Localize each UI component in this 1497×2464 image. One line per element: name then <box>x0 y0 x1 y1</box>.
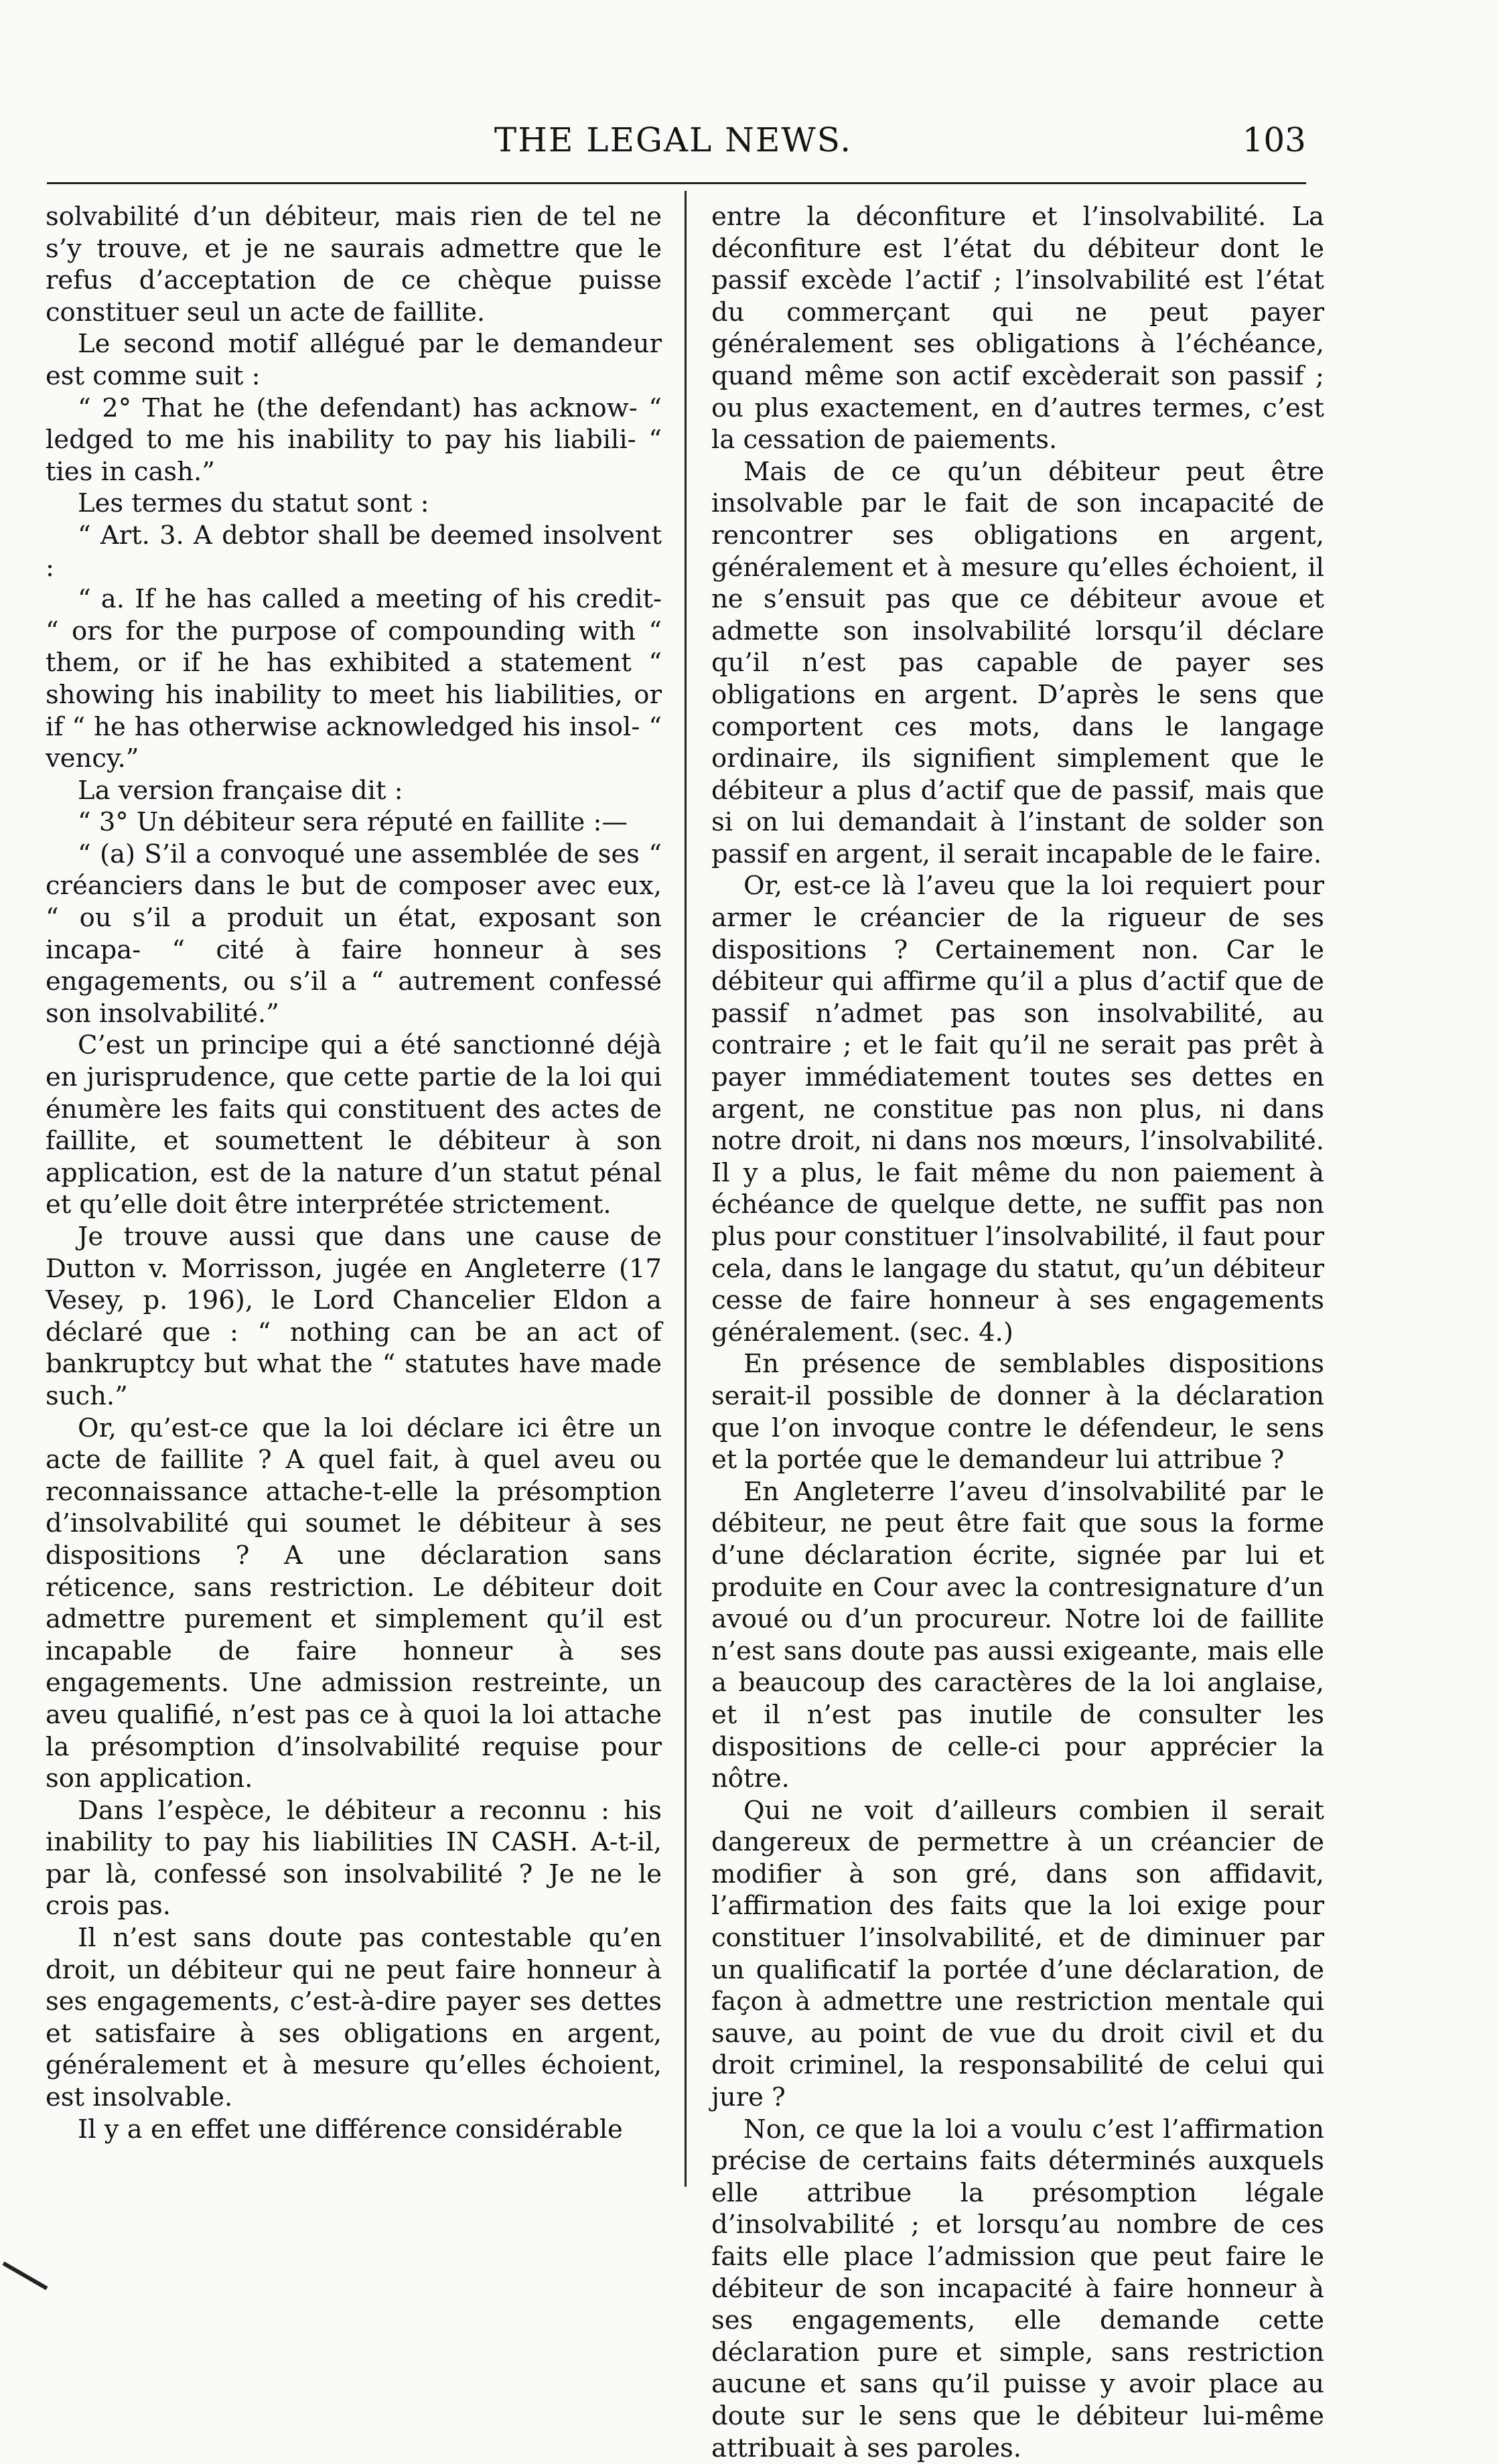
quotation: “ 2° That he (the defendant) has acknow- “ ledged to me his inability to pay his liabili- “ ties in cash.” <box>46 392 662 487</box>
header-rule <box>47 182 1306 184</box>
paragraph: Or, qu’est-ce que la loi déclare ici être un acte de faillite ? A quel fait, à quel aveu ou reconnaissance attache-t-elle la présomption d’insolvabilité qui soumet le débiteur à ses dispositions ? A une déclaration sans réticence, sans restriction. Le débiteur doit admettre purement et simplement qu’il est incapable de faire honneur à ses engagements. Une admission restreinte, un aveu qualifié, n’est pas ce à quoi la loi attache la présomption d’insolvabilité requise pour son application. <box>46 1412 662 1794</box>
paragraph: Non, ce que la loi a voulu c’est l’affirmation précise de certains faits déterminés auxquels elle attribue la présomption légale d’insolvabilité ; et lorsqu’au nombre de ces faits elle place l’admission que peut faire le débiteur de son incapacité à faire honneur à ses engagements, elle demande cette déclaration pure et simple, sans restriction aucune et sans qu’il puisse y avoir place au doute sur le sens que le débiteur lui-même attribuait à ses paroles. <box>711 2114 1324 2463</box>
page-header <box>40 121 1306 174</box>
paragraph: Je trouve aussi que dans une cause de Dutton v. Morrisson, jugée en Angleterre (17 Vesey, p. 196), le Lord Chancelier Eldon a déclaré que : “ nothing can be an act of bankruptcy but what the “ statutes have made such.” <box>46 1222 662 1411</box>
paragraph: La version française dit : <box>78 775 403 806</box>
paragraph: Les termes du statut sont : <box>78 488 429 519</box>
paragraph: Il n’est sans doute pas contestable qu’en droit, un débiteur qui ne peut faire honneur à ses engagements, c’est-à-dire payer ses dettes et satisfaire à ses obligations en argent, généralement et à mesure qu’elles échoient, est insolvable. <box>46 1923 662 2113</box>
quotation: “ 3° Un débiteur sera réputé en faillite :— <box>78 807 628 838</box>
quotation: “ Art. 3. A debtor shall be deemed insolvent : <box>46 520 662 583</box>
running-title: THE LEGAL NEWS. <box>494 121 853 159</box>
right-column <box>711 201 1324 2464</box>
paragraph: Mais de ce qu’un débiteur peut être insolvable par le fait de son incapacité de rencontrer ses obligations en argent, généralement et à mesure qu’elles échoient, il ne s’ensuit pas que ce débiteur avoue et admette son insolvabilité lorsqu’il déclare qu’il n’est pas capable de payer ses obligations en argent. D’après le sens que comportent ces mots, dans le langage ordinaire, ils signifient simplement que le débiteur a plus d’actif que de passif, mais que si on lui demandait à l’instant de solder son passif en argent, il serait incapable de le faire. <box>711 456 1324 869</box>
page-number: 103 <box>1242 121 1306 159</box>
quotation: “ a. If he has called a meeting of his credit- “ ors for the purpose of compounding with “ them, or if he has exhibited a statement “ showing his inability to meet his liabilities, or if “ he has otherwise acknowledged his insol- “ vency.” <box>46 584 662 774</box>
paragraph: Qui ne voit d’ailleurs combien il serait dangereux de permettre à un créancier de modifier à son gré, dans son affidavit, l’affirmation des faits que la loi exige pour constituer l’insolvabilité, et de diminuer par un qualificatif la portée d’une déclaration, de façon à admettre une restriction mentale qui sauve, au point de vue du droit civil et du droit criminel, la responsabilité de celui qui jure ? <box>711 1795 1324 2113</box>
paragraph: solvabilité d’un débiteur, mais rien de tel ne s’y trouve, et je ne saurais admettre que le refus d’acceptation de ce chèque puisse constituer seul un acte de faillite. <box>46 202 662 328</box>
scan-edge-mark <box>3 2262 48 2291</box>
paragraph: Or, est-ce là l’aveu que la loi requiert pour armer le créancier de la rigueur de ses dispositions ? Certainement non. Car le débiteur qui affirme qu’il a plus d’actif que de passif n’admet pas son insolvabilité, au contraire ; et le fait qu’il ne serait pas prêt à payer immédiatement toutes ses dettes en argent, ne constitue pas non plus, ni dans notre droit, ni dans nos mœurs, l’insolvabilité. Il y a plus, le fait même du non paiement à échéance de quelque dette, ne suffit pas non plus pour constituer l’insolvabilité, il faut pour cela, dans le langage du statut, qu’un débiteur cesse de faire honneur à ses engagements généralement. (sec. 4.) <box>711 871 1324 1348</box>
paragraph: En Angleterre l’aveu d’insolvabilité par le débiteur, ne peut être fait que sous la forme d’une déclaration écrite, signée par lui et produite en Cour avec la contresignature d’un avoué ou d’un procureur. Notre loi de faillite n’est sans doute pas aussi exigeante, mais elle a beaucoup des caractères de la loi anglaise, et il n’est pas inutile de consulter les dispositions de celle-ci pour apprécier la nôtre. <box>711 1476 1324 1794</box>
quotation: “ (a) S’il a convoqué une assemblée de ses “ créanciers dans le but de composer avec eux, “ ou s’il a produit un état, exposant son incapa- “ cité à faire honneur à ses engagements, ou s’il a “ autrement confessé son insolvabilité.” <box>46 839 662 1029</box>
column-divider <box>685 191 687 2187</box>
paragraph: entre la déconfiture et l’insolvabilité. La déconfiture est l’état du débiteur dont le passif excède l’actif ; l’insolvabilité est l’état du commerçant qui ne peut payer généralement ses obligations à l’échéance, quand même son actif excèderait son passif ; ou plus exactement, en d’autres termes, c’est la cessation de paiements. <box>711 202 1324 455</box>
paragraph: Il y a en effet une différence considérable <box>78 2114 623 2145</box>
paragraph: Le second motif allégué par le demandeur est comme suit : <box>46 329 662 391</box>
paragraph: C’est un principe qui a été sanctionné déjà en jurisprudence, que cette partie de la loi qui énumère les faits qui constituent des actes de faillite, et soumettent le débiteur à son application, est de la nature d’un statut pénal et qu’elle doit être interprétée strictement. <box>46 1030 662 1220</box>
left-column <box>46 201 662 2145</box>
paragraph: Dans l’espèce, le débiteur a reconnu : his inability to pay his liabilities IN CASH. A-t-il, par là, confessé son insolvabilité ? Je ne le crois pas. <box>46 1795 662 1922</box>
paragraph: En présence de semblables dispositions serait-il possible de donner à la déclaration que l’on invoque contre le défendeur, le sens et la portée que le demandeur lui attribue ? <box>711 1349 1324 1475</box>
